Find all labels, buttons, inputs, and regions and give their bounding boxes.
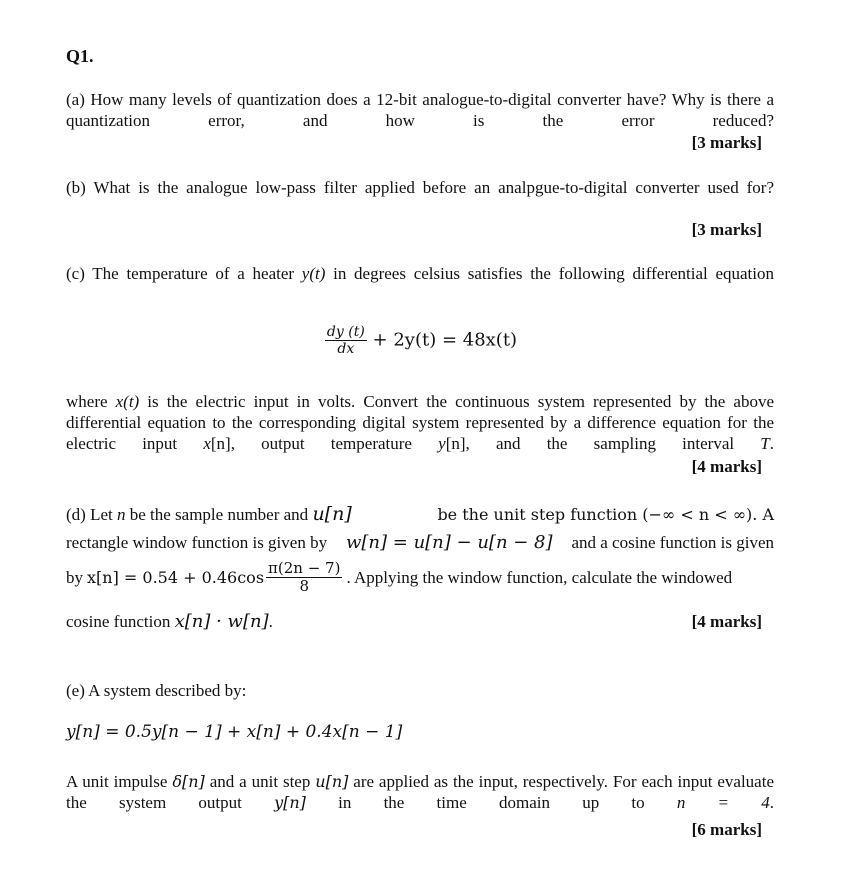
- d-line4-pre: cosine function: [66, 612, 175, 631]
- part-d-line4: [66, 611, 774, 632]
- d-line2-pre: rectangle window function is given by: [66, 533, 328, 552]
- d-line4-post: .: [268, 612, 273, 631]
- part-b-marks: [3 marks]: [691, 220, 762, 239]
- part-c-where: [66, 391, 774, 475]
- derivative-fraction: [325, 324, 367, 357]
- differential-equation: [0, 324, 842, 357]
- e-body-1: A unit impulse: [66, 772, 173, 791]
- where-x: x: [203, 434, 211, 453]
- part-c-intro-pre: (c) The temperature of a heater: [66, 264, 302, 283]
- where-y: y: [438, 434, 446, 453]
- part-c-intro-var: y(t): [301, 264, 326, 283]
- e-body-3: are applied as the input, respectively. For each input evaluate the system output: [66, 772, 774, 812]
- cosine-fraction: [266, 560, 342, 595]
- e-body-delta: δ[n]: [172, 772, 205, 791]
- d-line1-n: n: [116, 505, 126, 524]
- d-line1-pre: (d) Let: [66, 505, 117, 524]
- where-var: x(t): [115, 392, 140, 411]
- e-body-2: and a unit step: [204, 772, 316, 791]
- d-line1-mid: be the sample number and: [125, 505, 313, 524]
- d-line3-post: . Applying the window function, calculate the windowed: [346, 567, 733, 587]
- equation-rest: + 2y(t) = 48x(t): [372, 329, 518, 351]
- derivative-numerator: dy (t): [326, 324, 365, 340]
- e-body-5: .: [769, 793, 774, 812]
- d-line2-post: and a cosine function is given: [571, 533, 774, 552]
- system-equation: y[n] = 0.5y[n − 1] + x[n] + 0.4x[n − 1]: [66, 722, 403, 742]
- question-title: Q1.: [66, 46, 94, 66]
- d-line2-eq: w[n] = u[n] − u[n − 8]: [346, 532, 553, 553]
- part-c-intro: [66, 263, 774, 305]
- part-e-intro: (e) A system described by:: [66, 681, 247, 700]
- e-body-y: y[n]: [274, 793, 306, 812]
- cosine-denominator: 8: [299, 577, 310, 595]
- where-3: [n], output temperature: [210, 434, 439, 453]
- part-e-marks: [6 marks]: [691, 820, 762, 839]
- part-a-marks: [3 marks]: [691, 133, 762, 152]
- part-d-line3: [66, 560, 774, 595]
- derivative-denominator: dx: [337, 341, 355, 357]
- part-a-text: (a) How many levels of quantization does a 12-bit analogue-to-digital converter have? Why is there a quantization error, and how is the error reduced?: [66, 90, 774, 130]
- where-T: T: [760, 434, 770, 453]
- part-c-marks: [4 marks]: [691, 457, 762, 476]
- where-4: [n], and the sampling interval: [445, 434, 761, 453]
- e-body-4: in the time domain up to: [305, 793, 677, 812]
- d-line3-eq: x[n] = 0.54 + 0.46cos: [87, 568, 265, 587]
- e-body-n: n = 4: [676, 793, 770, 812]
- cosine-numerator: π(2n − 7): [268, 559, 341, 577]
- where-2: is the electric input in volts. Convert the continuous system represented by the above differential equation to the corresponding digital system represented by a difference equation for the electric input: [66, 392, 774, 453]
- part-d-line2: [66, 532, 774, 553]
- d-line3-pre: by: [66, 567, 83, 587]
- where-5: .: [769, 434, 774, 453]
- e-body-u: u[n]: [315, 772, 349, 791]
- part-c-intro-post: in degrees celsius satisfies the following differential equation: [325, 264, 775, 283]
- part-b-text: (b) What is the analogue low-pass filter applied before an analpgue-to-digital converter used for?: [66, 178, 774, 197]
- where-1: where: [66, 392, 116, 411]
- d-line1-post: be the unit step function (−∞ < n < ∞). A: [437, 505, 774, 524]
- part-d-marks: [4 marks]: [691, 612, 762, 631]
- part-d-line1: [66, 503, 774, 525]
- part-e-body: [66, 771, 774, 834]
- d-line4-eq: x[n] · w[n]: [174, 611, 269, 632]
- d-line1-u: u[n]: [312, 503, 352, 525]
